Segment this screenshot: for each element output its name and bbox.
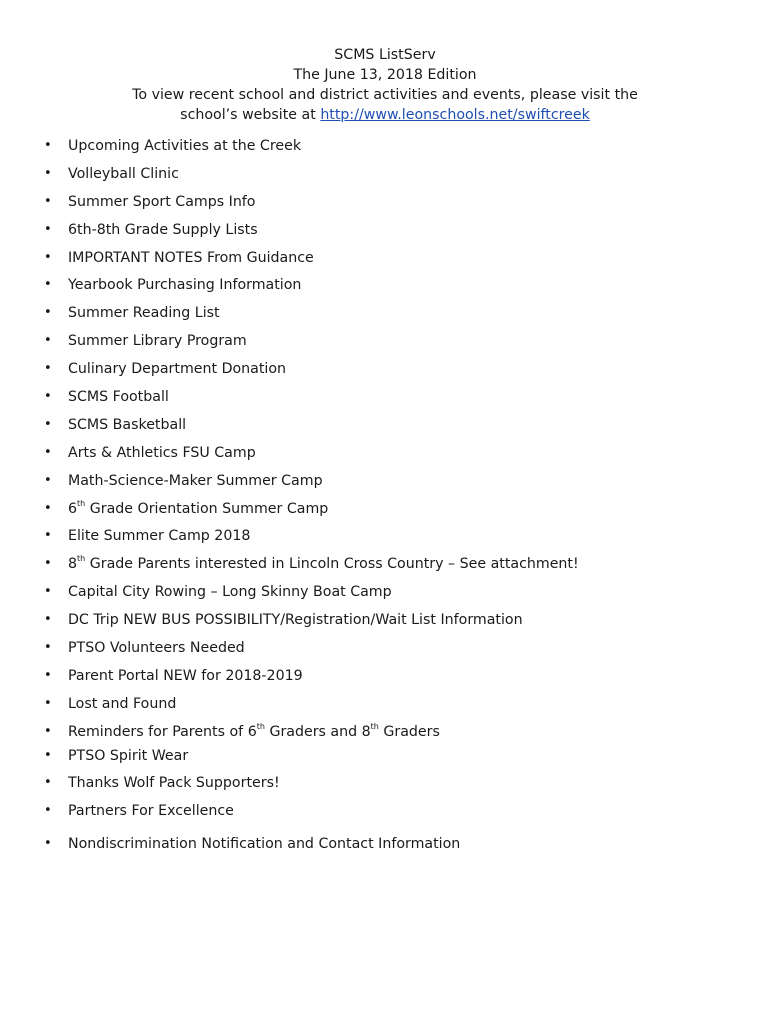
bullet-icon: •: [44, 166, 52, 181]
list-item-text: Volleyball Clinic: [68, 166, 179, 182]
list-item-text: [68, 723, 440, 741]
list-item-text: Summer Sport Camps Info: [68, 194, 256, 210]
document-header: [0, 45, 770, 125]
list-item-text: PTSO Spirit Wear: [68, 748, 189, 764]
bullet-icon: •: [44, 501, 52, 516]
bullet-icon: •: [44, 640, 52, 655]
list-item-text: [68, 500, 328, 518]
list-item-text: Summer Library Program: [68, 333, 247, 349]
bullet-icon: •: [44, 836, 52, 851]
bullet-icon: •: [44, 222, 52, 237]
bullet-icon: •: [44, 473, 52, 488]
list-item-text: SCMS Football: [68, 389, 169, 405]
list-item-text: Math-Science-Maker Summer Camp: [68, 473, 323, 489]
list-item-text: PTSO Volunteers Needed: [68, 640, 245, 656]
bullet-icon: •: [44, 277, 52, 292]
bullet-icon: •: [44, 305, 52, 320]
ordinal-suffix: th: [77, 554, 86, 564]
text-part: 8: [68, 556, 78, 572]
list-item-text: [68, 555, 579, 573]
list-item-text: Culinary Department Donation: [68, 361, 287, 377]
text-part: Grade Parents interested in Lincoln Cross Country – See attachment!: [85, 556, 579, 572]
website-prefix: school’s website at: [180, 107, 321, 123]
bullet-icon: •: [44, 696, 52, 711]
text-part: Grade Orientation Summer Camp: [85, 501, 329, 517]
list-item-text: Arts & Athletics FSU Camp: [68, 445, 256, 461]
bullet-icon: •: [44, 584, 52, 599]
header-website-line: [0, 105, 770, 125]
bullet-icon: •: [44, 528, 52, 543]
list-item-text: IMPORTANT NOTES From Guidance: [68, 250, 314, 266]
list-item-text: Elite Summer Camp 2018: [68, 528, 251, 544]
website-link[interactable]: http://www.leonschools.net/swiftcreek: [320, 107, 590, 123]
bullet-icon: •: [44, 556, 52, 571]
ordinal-suffix: th: [77, 499, 86, 509]
ordinal-suffix: th: [370, 722, 379, 732]
header-title: SCMS ListServ: [334, 47, 436, 63]
bullet-icon: •: [44, 445, 52, 460]
list-item-text: 6th-8th Grade Supply Lists: [68, 222, 258, 238]
bullet-icon: •: [44, 803, 52, 818]
text-part: Graders and 8: [264, 724, 371, 740]
list-item-text: Partners For Excellence: [68, 803, 234, 819]
bullet-icon: •: [44, 612, 52, 627]
bullet-icon: •: [44, 668, 52, 683]
bullet-icon: •: [44, 138, 52, 153]
bullet-icon: •: [44, 417, 52, 432]
list-item-text: Thanks Wolf Pack Supporters!: [68, 775, 280, 791]
list-item-text: DC Trip NEW BUS POSSIBILITY/Registration/Wait List Information: [68, 612, 523, 628]
list-item-text: Lost and Found: [68, 696, 177, 712]
header-instructions: To view recent school and district activities and events, please visit the: [132, 87, 638, 103]
list-item-text: Yearbook Purchasing Information: [68, 277, 302, 293]
list-item-text: Capital City Rowing – Long Skinny Boat Camp: [68, 584, 392, 600]
text-part: 6: [68, 501, 78, 517]
header-edition: The June 13, 2018 Edition: [293, 67, 477, 83]
bullet-icon: •: [44, 724, 52, 739]
list-item-text: Parent Portal NEW for 2018-2019: [68, 668, 303, 684]
list-item-text: SCMS Basketball: [68, 417, 187, 433]
bullet-icon: •: [44, 748, 52, 763]
bullet-icon: •: [44, 250, 52, 265]
bullet-icon: •: [44, 194, 52, 209]
ordinal-suffix: th: [256, 722, 265, 732]
list-item-text: Upcoming Activities at the Creek: [68, 138, 302, 154]
text-part: Graders: [378, 724, 440, 740]
list-item-text: Summer Reading List: [68, 305, 220, 321]
list-item-text: Nondiscrimination Notification and Contact Information: [68, 836, 461, 852]
bullet-icon: •: [44, 361, 52, 376]
text-part: Reminders for Parents of 6: [68, 724, 257, 740]
bullet-icon: •: [44, 775, 52, 790]
bullet-icon: •: [44, 333, 52, 348]
bullet-icon: •: [44, 389, 52, 404]
